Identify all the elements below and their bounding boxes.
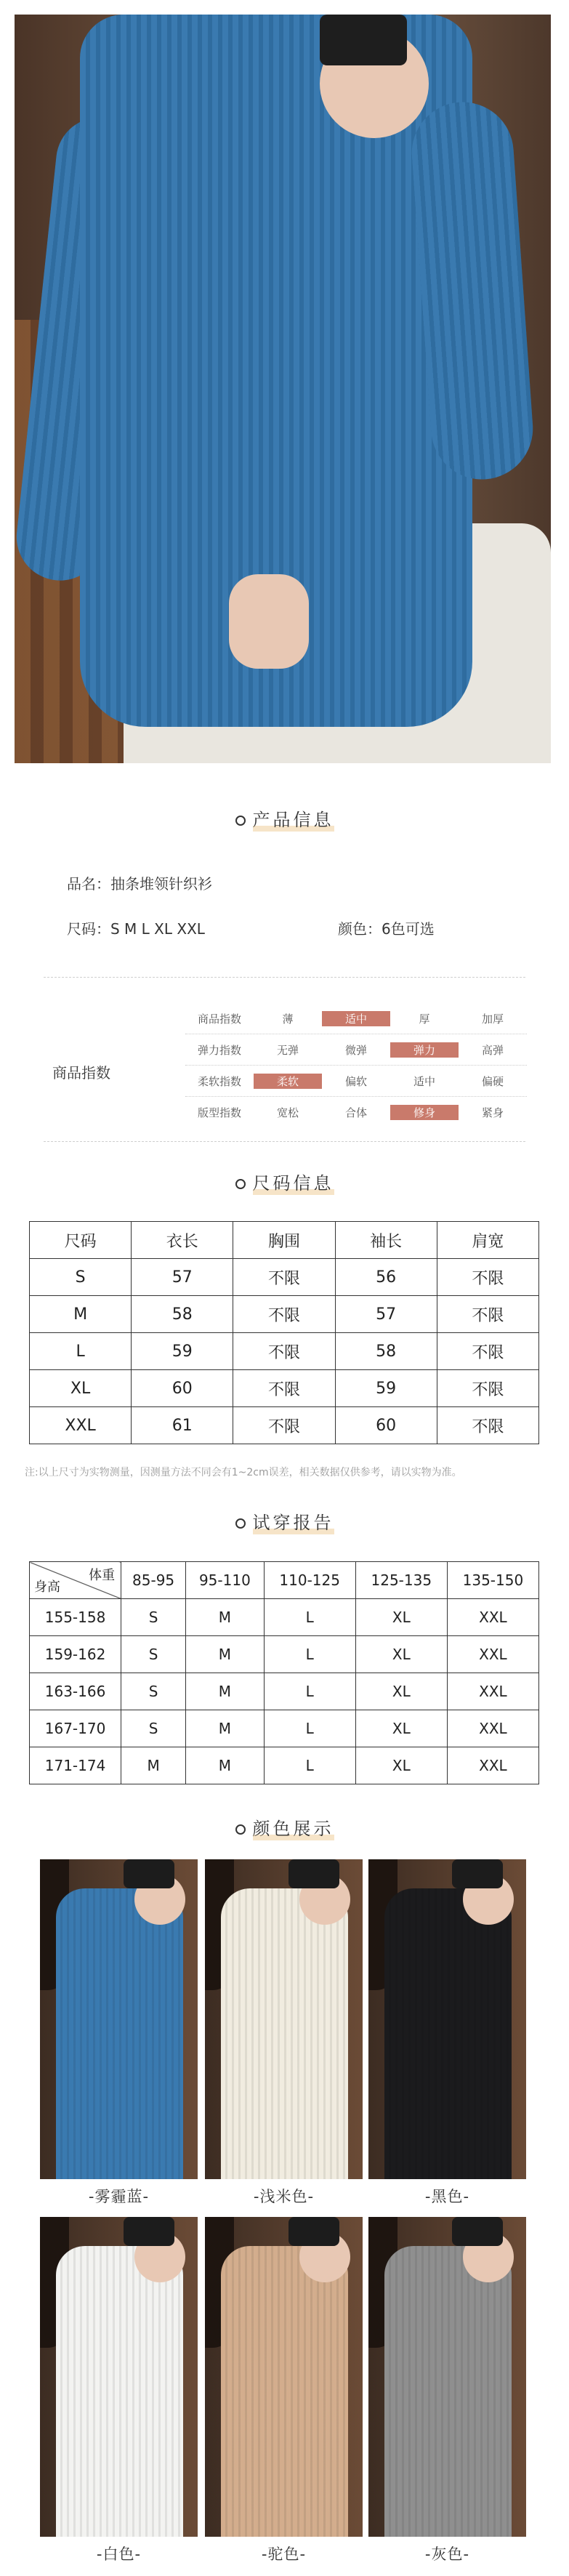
size-cell: 60 bbox=[132, 1370, 233, 1407]
size-cell: 不限 bbox=[233, 1259, 335, 1296]
size-row bbox=[30, 1296, 539, 1333]
size-cell: 不限 bbox=[233, 1296, 335, 1333]
index-option: 薄 bbox=[282, 1012, 294, 1026]
size-row bbox=[30, 1370, 539, 1407]
index-option-selected: 弹力 bbox=[390, 1042, 459, 1058]
size-cell: 61 bbox=[132, 1407, 233, 1444]
try-cell: M bbox=[186, 1673, 265, 1710]
try-table bbox=[29, 1561, 539, 1784]
try-cell: S bbox=[121, 1599, 186, 1636]
try-cell: 163-166 bbox=[30, 1673, 121, 1710]
size-cell: 60 bbox=[335, 1407, 437, 1444]
try-cell: L bbox=[264, 1673, 355, 1710]
try-cell: 159-162 bbox=[30, 1636, 121, 1673]
index-option: 高弹 bbox=[481, 1043, 504, 1057]
product-size-line: 尺码：S M L XL XXL bbox=[67, 920, 205, 938]
size-header-cell: 衣长 bbox=[132, 1222, 233, 1259]
try-header-cell: 125-135 bbox=[355, 1562, 447, 1599]
index-option: 偏软 bbox=[344, 1074, 367, 1088]
circle-dot-icon bbox=[235, 1179, 246, 1189]
try-cell: 171-174 bbox=[30, 1747, 121, 1784]
sweater-shape bbox=[384, 1888, 512, 2179]
size-cell: 不限 bbox=[233, 1407, 335, 1444]
try-cell: L bbox=[264, 1747, 355, 1784]
try-cell: M bbox=[121, 1747, 186, 1784]
size-cell: 不限 bbox=[233, 1370, 335, 1407]
size-table bbox=[29, 1221, 539, 1444]
product-name-line: 品名：抽条堆领针织衫 bbox=[67, 875, 212, 893]
try-corner-cell bbox=[30, 1562, 121, 1599]
color-caption: -浅米色- bbox=[253, 2188, 315, 2205]
size-info-title: 尺码信息 bbox=[0, 1169, 569, 1194]
sweater-shape bbox=[56, 2246, 183, 2537]
try-cell: M bbox=[186, 1710, 265, 1747]
color-caption: -黑色- bbox=[424, 2188, 470, 2205]
size-cell: 不限 bbox=[437, 1296, 538, 1333]
corner-height-label: 身高 bbox=[34, 1579, 60, 1595]
index-row bbox=[185, 1003, 527, 1034]
size-header-cell: 尺码 bbox=[30, 1222, 132, 1259]
size-note: 注:以上尺寸为实物测量，因测量方法不同会有1~2cm误差，相关数据仅供参考，请以实物为准。 bbox=[25, 1467, 462, 1478]
try-row bbox=[30, 1599, 539, 1636]
color-caption: -白色- bbox=[96, 2545, 142, 2563]
size-cell: 不限 bbox=[437, 1259, 538, 1296]
color-swatch-photo bbox=[368, 2217, 526, 2537]
camera-icon bbox=[288, 1859, 339, 1888]
try-header-cell: 85-95 bbox=[121, 1562, 186, 1599]
try-cell: S bbox=[121, 1636, 186, 1673]
try-cell: 155-158 bbox=[30, 1599, 121, 1636]
try-cell: XL bbox=[355, 1710, 447, 1747]
size-cell: 59 bbox=[335, 1370, 437, 1407]
color-caption: -灰色- bbox=[424, 2545, 470, 2563]
index-row bbox=[185, 1097, 527, 1127]
size-cell: 不限 bbox=[437, 1407, 538, 1444]
color-swatch-photo bbox=[205, 1859, 363, 2179]
circle-dot-icon bbox=[235, 1518, 246, 1529]
size-cell: 不限 bbox=[437, 1333, 538, 1370]
index-row bbox=[185, 1066, 527, 1097]
index-option: 紧身 bbox=[481, 1106, 504, 1119]
try-cell: L bbox=[264, 1636, 355, 1673]
size-cell: 57 bbox=[132, 1259, 233, 1296]
try-cell: M bbox=[186, 1599, 265, 1636]
try-cell: S bbox=[121, 1673, 186, 1710]
try-row bbox=[30, 1673, 539, 1710]
try-cell: XXL bbox=[447, 1710, 538, 1747]
camera-icon bbox=[124, 2217, 174, 2246]
sweater-shape bbox=[221, 1888, 348, 2179]
try-row bbox=[30, 1636, 539, 1673]
try-cell: XL bbox=[355, 1599, 447, 1636]
try-cell: M bbox=[186, 1636, 265, 1673]
index-option: 加厚 bbox=[481, 1012, 504, 1026]
sweater-shape bbox=[384, 2246, 512, 2537]
size-cell: 59 bbox=[132, 1333, 233, 1370]
index-option-selected: 修身 bbox=[390, 1105, 459, 1120]
index-grid bbox=[185, 1003, 527, 1127]
color-caption: -驼色- bbox=[261, 2545, 307, 2563]
sweater-shape bbox=[56, 1888, 183, 2179]
try-report-title: 试穿报告 bbox=[0, 1508, 569, 1534]
try-cell: S bbox=[121, 1710, 186, 1747]
camera-icon bbox=[452, 2217, 503, 2246]
camera-icon bbox=[452, 1859, 503, 1888]
index-option: 宽松 bbox=[276, 1106, 299, 1119]
divider-bottom bbox=[44, 1141, 525, 1142]
try-cell: XL bbox=[355, 1636, 447, 1673]
size-row bbox=[30, 1259, 539, 1296]
color-swatch-photo bbox=[40, 1859, 198, 2179]
size-cell: 不限 bbox=[437, 1370, 538, 1407]
divider-top bbox=[44, 977, 525, 978]
size-header-cell: 袖长 bbox=[335, 1222, 437, 1259]
index-option-selected: 适中 bbox=[322, 1011, 390, 1026]
index-option: 适中 bbox=[413, 1074, 435, 1088]
camera-icon bbox=[288, 2217, 339, 2246]
size-cell: XL bbox=[30, 1370, 132, 1407]
color-caption: -雾霾蓝- bbox=[88, 2188, 150, 2205]
size-cell: 不限 bbox=[233, 1333, 335, 1370]
size-cell: 56 bbox=[335, 1259, 437, 1296]
index-row bbox=[185, 1034, 527, 1066]
corner-weight-label: 体重 bbox=[89, 1568, 116, 1583]
size-header-cell: 胸围 bbox=[233, 1222, 335, 1259]
index-option-selected: 柔软 bbox=[254, 1074, 322, 1089]
camera-icon bbox=[124, 1859, 174, 1888]
try-cell: L bbox=[264, 1599, 355, 1636]
try-cell: 167-170 bbox=[30, 1710, 121, 1747]
index-row-name: 商品指数 bbox=[197, 1012, 241, 1026]
size-cell: XXL bbox=[30, 1407, 132, 1444]
index-row-name: 柔软指数 bbox=[197, 1074, 241, 1088]
size-header-cell: 肩宽 bbox=[437, 1222, 538, 1259]
size-cell: 57 bbox=[335, 1296, 437, 1333]
try-cell: XXL bbox=[447, 1673, 538, 1710]
size-row bbox=[30, 1333, 539, 1370]
color-swatch-photo bbox=[40, 2217, 198, 2537]
colors-title: 颜色展示 bbox=[0, 1814, 569, 1840]
index-option: 微弹 bbox=[344, 1043, 367, 1057]
index-option: 无弹 bbox=[276, 1043, 299, 1057]
size-header-row bbox=[30, 1222, 539, 1259]
try-header-cell: 135-150 bbox=[447, 1562, 538, 1599]
sweater-shape bbox=[221, 2246, 348, 2537]
try-cell: XXL bbox=[447, 1747, 538, 1784]
color-swatch-photo bbox=[368, 1859, 526, 2179]
resting-hand bbox=[229, 574, 309, 669]
size-cell: 58 bbox=[132, 1296, 233, 1333]
size-cell: 58 bbox=[335, 1333, 437, 1370]
index-row-name: 弹力指数 bbox=[197, 1043, 241, 1057]
circle-dot-icon bbox=[235, 1824, 246, 1835]
size-cell: S bbox=[30, 1259, 132, 1296]
try-row bbox=[30, 1710, 539, 1747]
size-row bbox=[30, 1407, 539, 1444]
index-title: 商品指数 bbox=[52, 1064, 110, 1082]
try-header-row bbox=[30, 1562, 539, 1599]
try-header-cell: 110-125 bbox=[264, 1562, 355, 1599]
size-cell: M bbox=[30, 1296, 132, 1333]
try-cell: L bbox=[264, 1710, 355, 1747]
hero-product-photo bbox=[15, 15, 551, 763]
color-swatch-photo bbox=[205, 2217, 363, 2537]
try-header-cell: 95-110 bbox=[186, 1562, 265, 1599]
try-row bbox=[30, 1747, 539, 1784]
index-option: 厚 bbox=[419, 1012, 430, 1026]
try-cell: XL bbox=[355, 1673, 447, 1710]
try-cell: M bbox=[186, 1747, 265, 1784]
index-option: 合体 bbox=[344, 1106, 367, 1119]
try-cell: XL bbox=[355, 1747, 447, 1784]
size-cell: L bbox=[30, 1333, 132, 1370]
index-option: 偏硬 bbox=[481, 1074, 504, 1088]
product-color-line: 颜色：6色可选 bbox=[338, 920, 435, 938]
camera-icon bbox=[320, 15, 407, 65]
product-info-title: 产品信息 bbox=[0, 805, 569, 831]
try-cell: XXL bbox=[447, 1599, 538, 1636]
try-cell: XXL bbox=[447, 1636, 538, 1673]
index-row-name: 版型指数 bbox=[197, 1106, 241, 1119]
circle-dot-icon bbox=[235, 816, 246, 826]
